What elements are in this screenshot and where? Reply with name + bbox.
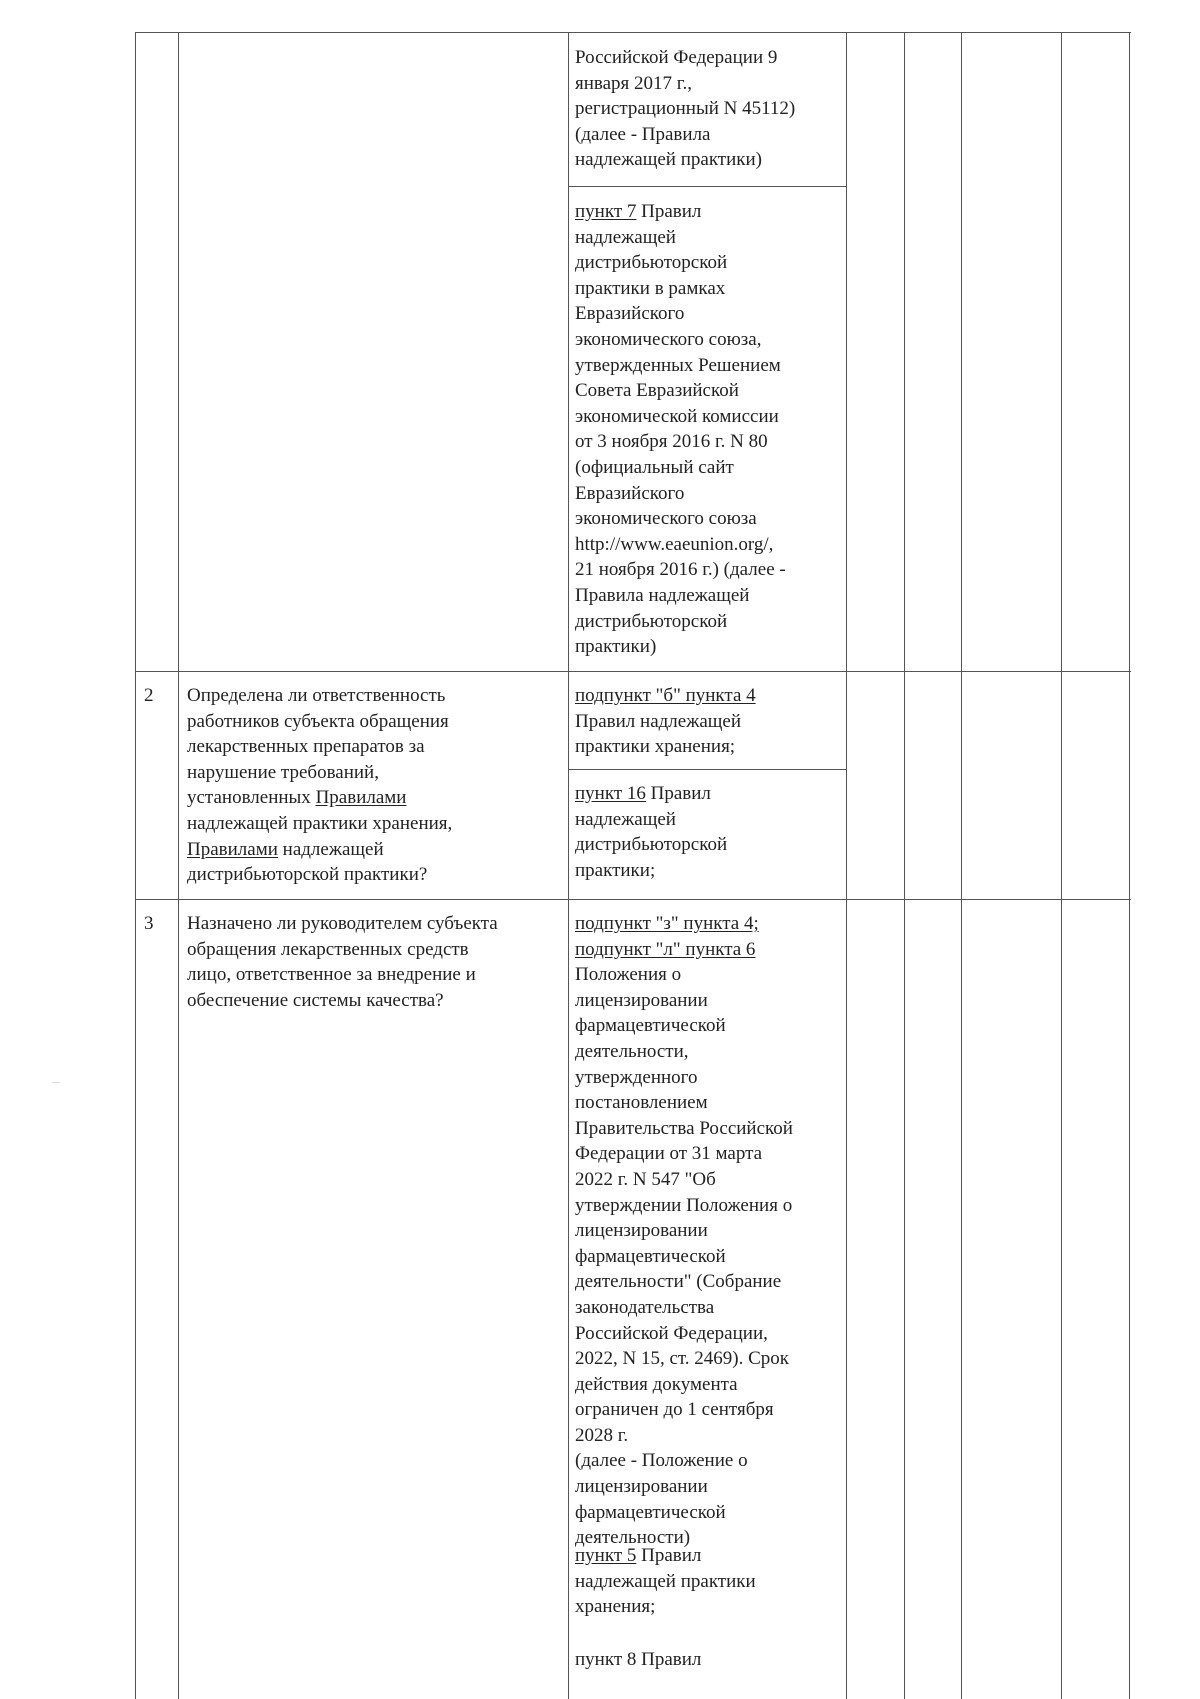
legal-reference bbox=[575, 683, 845, 760]
question-fragment: надлежащей практики хранения, bbox=[187, 812, 453, 834]
reference-link[interactable]: пункт 16 bbox=[575, 783, 646, 804]
legal-reference bbox=[575, 1543, 845, 1620]
row-divider bbox=[136, 671, 1131, 672]
column-divider bbox=[1061, 33, 1062, 1699]
reference-link[interactable]: подпункт "л" пункта 6 bbox=[575, 938, 756, 960]
column-divider bbox=[846, 33, 847, 1699]
checklist-table bbox=[135, 32, 1131, 1699]
legal-reference bbox=[575, 911, 845, 1551]
question-fragment: надлежащей дистрибьюторской практики? bbox=[187, 838, 428, 886]
legal-reference bbox=[575, 781, 845, 883]
row-divider bbox=[136, 899, 1131, 900]
row-number: 3 bbox=[144, 913, 154, 934]
sub-cell-divider bbox=[568, 186, 846, 187]
question-text bbox=[187, 683, 567, 888]
reference-link[interactable]: подпункт "б" пункта 4 bbox=[575, 685, 756, 706]
column-divider bbox=[1129, 33, 1130, 1699]
reference-link[interactable]: пункт 7 bbox=[575, 201, 637, 222]
reference-link[interactable]: пункт 5 bbox=[575, 1545, 637, 1566]
reference-link[interactable]: подпункт "з" пункта 4; bbox=[575, 913, 759, 934]
sub-cell-divider bbox=[568, 769, 846, 770]
question-text: Назначено ли руководителем субъекта обращения лекарственных средств лицо, ответственное за внедрение и обеспечение системы качества? bbox=[187, 913, 498, 1011]
scan-artifact bbox=[52, 1082, 60, 1083]
reference-text: Правил надлежащей дистрибьюторской практики в рамках Евразийского экономического союза, утвержденных Решением Совета Евразийской экономической комиссии от 3 ноября 2016 г. N 80 (официальный сайт Евразийского экономического союза http://www.eaeunion.org/, 21 ноября 2016 г.) (далее - Правила надлежащей дистрибьюторской практики) bbox=[575, 201, 786, 658]
reference-text: Правил надлежащей практики хранения; bbox=[575, 1545, 756, 1618]
question-fragment: Определена ли ответственность работников субъекта обращения лекарственных препаратов за нарушение требований, установленных bbox=[187, 685, 449, 809]
reference-text: Правил надлежащей практики хранения; bbox=[575, 710, 741, 758]
column-divider bbox=[568, 33, 569, 1699]
reference-text: Правил надлежащей дистрибьюторской практики; bbox=[575, 783, 728, 881]
reference-text: Положения о лицензировании фармацевтической деятельности, утвержденного постановлением Правительства Российской Федерации от 31 марта 2022 г. N 547 "Об утверждении Положения о лицензировании фармацевтической деятельности" (Собрание законодательства Российской Федерации, 2022, N 15, ст. 2469). Срок действия документа ограничен до 1 сентября 2028 г. (далее - Положение о лицензировании фармацевтической деятельности) bbox=[575, 964, 793, 1549]
column-divider bbox=[178, 33, 179, 1699]
legal-reference: пункт 8 Правил bbox=[575, 1649, 702, 1670]
column-divider bbox=[904, 33, 905, 1699]
legal-reference bbox=[575, 199, 845, 660]
column-divider bbox=[961, 33, 962, 1699]
rules-link[interactable]: Правилами bbox=[187, 838, 278, 860]
legal-reference: Российской Федерации 9 января 2017 г., регистрационный N 45112) (далее - Правила надлежащей практики) bbox=[575, 47, 796, 171]
rules-link[interactable]: Правилами bbox=[315, 787, 407, 809]
row-number: 2 bbox=[144, 685, 154, 706]
